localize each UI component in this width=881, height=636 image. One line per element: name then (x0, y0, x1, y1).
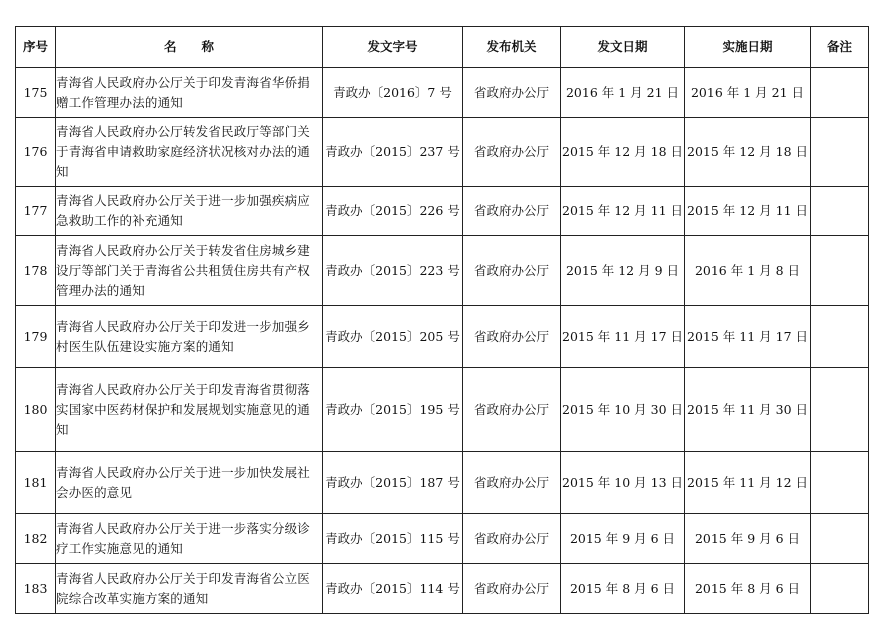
cell-doc-no: 青政办〔2015〕115 号 (323, 514, 463, 564)
header-seq: 序号 (16, 27, 56, 68)
cell-issuer: 省政府办公厅 (463, 306, 561, 368)
header-doc-no: 发文字号 (323, 27, 463, 68)
header-issuer: 发布机关 (463, 27, 561, 68)
cell-seq: 182 (16, 514, 56, 564)
cell-note (811, 187, 869, 236)
cell-seq: 181 (16, 452, 56, 514)
cell-seq: 179 (16, 306, 56, 368)
cell-issuer: 省政府办公厅 (463, 368, 561, 452)
cell-issue-date: 2015 年 11 月 17 日 (561, 306, 685, 368)
cell-impl-date: 2015 年 12 月 18 日 (685, 118, 811, 187)
cell-name: 青海省人民政府办公厅关于转发省住房城乡建设厅等部门关于青海省公共租赁住房共有产权管理办法的通知 (56, 236, 323, 306)
cell-seq: 183 (16, 564, 56, 614)
cell-doc-no: 青政办〔2015〕187 号 (323, 452, 463, 514)
cell-name: 青海省人民政府办公厅关于印发青海省公立医院综合改革实施方案的通知 (56, 564, 323, 614)
header-name: 名 称 (56, 27, 323, 68)
cell-name: 青海省人民政府办公厅关于印发青海省贯彻落实国家中医药材保护和发展规划实施意见的通知 (56, 368, 323, 452)
cell-name: 青海省人民政府办公厅关于进一步加强疾病应急救助工作的补充通知 (56, 187, 323, 236)
cell-issuer: 省政府办公厅 (463, 236, 561, 306)
cell-name: 青海省人民政府办公厅关于进一步加快发展社会办医的意见 (56, 452, 323, 514)
table-row (16, 368, 869, 452)
cell-issuer: 省政府办公厅 (463, 68, 561, 118)
cell-issuer: 省政府办公厅 (463, 187, 561, 236)
cell-impl-date: 2015 年 11 月 12 日 (685, 452, 811, 514)
table-row (16, 306, 869, 368)
cell-issuer: 省政府办公厅 (463, 452, 561, 514)
document-table (15, 26, 869, 614)
cell-issue-date: 2015 年 12 月 11 日 (561, 187, 685, 236)
cell-issue-date: 2015 年 10 月 13 日 (561, 452, 685, 514)
cell-doc-no: 青政办〔2015〕237 号 (323, 118, 463, 187)
table-row (16, 514, 869, 564)
cell-issuer: 省政府办公厅 (463, 564, 561, 614)
cell-note (811, 68, 869, 118)
table-row (16, 187, 869, 236)
cell-impl-date: 2016 年 1 月 21 日 (685, 68, 811, 118)
header-note: 备注 (811, 27, 869, 68)
cell-seq: 176 (16, 118, 56, 187)
cell-issue-date: 2015 年 9 月 6 日 (561, 514, 685, 564)
table-row (16, 236, 869, 306)
cell-impl-date: 2015 年 8 月 6 日 (685, 564, 811, 614)
cell-impl-date: 2016 年 1 月 8 日 (685, 236, 811, 306)
cell-note (811, 452, 869, 514)
cell-doc-no: 青政办〔2015〕205 号 (323, 306, 463, 368)
cell-doc-no: 青政办〔2015〕195 号 (323, 368, 463, 452)
table-row (16, 564, 869, 614)
cell-seq: 175 (16, 68, 56, 118)
table-row (16, 452, 869, 514)
header-issue-date: 发文日期 (561, 27, 685, 68)
table-row (16, 68, 869, 118)
cell-name: 青海省人民政府办公厅转发省民政厅等部门关于青海省申请救助家庭经济状况核对办法的通知 (56, 118, 323, 187)
table-header-row (16, 27, 869, 68)
cell-issuer: 省政府办公厅 (463, 514, 561, 564)
cell-issue-date: 2015 年 12 月 18 日 (561, 118, 685, 187)
cell-note (811, 236, 869, 306)
cell-doc-no: 青政办〔2015〕226 号 (323, 187, 463, 236)
cell-issue-date: 2015 年 8 月 6 日 (561, 564, 685, 614)
cell-note (811, 368, 869, 452)
table-row (16, 118, 869, 187)
cell-issue-date: 2015 年 10 月 30 日 (561, 368, 685, 452)
cell-name: 青海省人民政府办公厅关于印发进一步加强乡村医生队伍建设实施方案的通知 (56, 306, 323, 368)
cell-name: 青海省人民政府办公厅关于印发青海省华侨捐赠工作管理办法的通知 (56, 68, 323, 118)
cell-issue-date: 2016 年 1 月 21 日 (561, 68, 685, 118)
cell-doc-no: 青政办〔2015〕114 号 (323, 564, 463, 614)
cell-note (811, 118, 869, 187)
cell-impl-date: 2015 年 11 月 30 日 (685, 368, 811, 452)
cell-issuer: 省政府办公厅 (463, 118, 561, 187)
cell-note (811, 514, 869, 564)
cell-doc-no: 青政办〔2016〕7 号 (323, 68, 463, 118)
cell-seq: 180 (16, 368, 56, 452)
cell-impl-date: 2015 年 9 月 6 日 (685, 514, 811, 564)
cell-seq: 177 (16, 187, 56, 236)
cell-seq: 178 (16, 236, 56, 306)
cell-name: 青海省人民政府办公厅关于进一步落实分级诊疗工作实施意见的通知 (56, 514, 323, 564)
cell-note (811, 306, 869, 368)
cell-doc-no: 青政办〔2015〕223 号 (323, 236, 463, 306)
cell-impl-date: 2015 年 12 月 11 日 (685, 187, 811, 236)
cell-impl-date: 2015 年 11 月 17 日 (685, 306, 811, 368)
header-impl-date: 实施日期 (685, 27, 811, 68)
cell-issue-date: 2015 年 12 月 9 日 (561, 236, 685, 306)
cell-note (811, 564, 869, 614)
